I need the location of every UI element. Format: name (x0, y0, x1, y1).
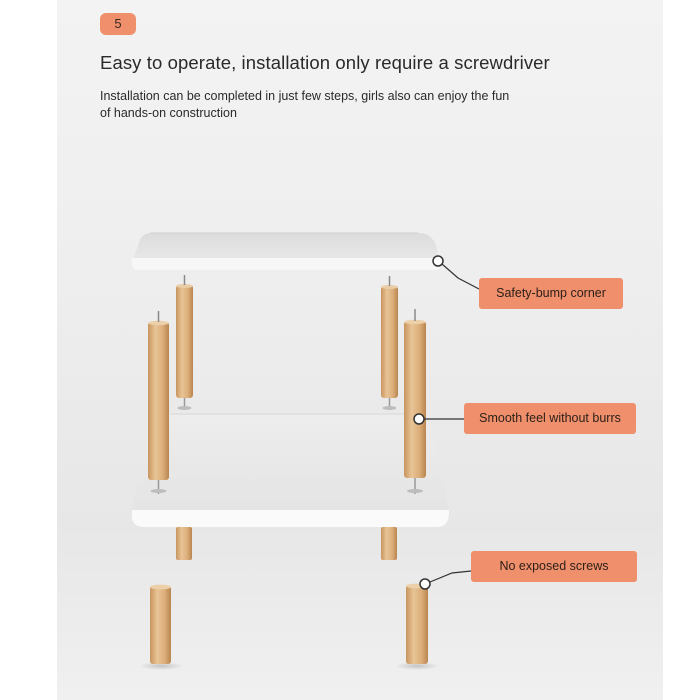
upper-back-leg-left (176, 275, 193, 410)
tabletop-board (132, 233, 441, 270)
callout-no-exposed-screws: No exposed screws (471, 551, 637, 582)
upper-front-leg-right (404, 309, 426, 494)
bottom-foot-left (139, 585, 183, 670)
lower-shelf-board (132, 414, 449, 527)
page-description: Installation can be completed in just few steps, girls also can enjoy the fun of hands-on construction (100, 89, 510, 120)
callout-safety-bump-corner: Safety-bump corner (479, 278, 623, 309)
callout-connector-3 (420, 571, 471, 589)
bottom-foot-right (395, 584, 439, 670)
step-badge: 5 (100, 13, 136, 35)
callout-smooth-feel: Smooth feel without burrs (464, 403, 636, 434)
page-title: Easy to operate, installation only require a screwdriver (100, 52, 550, 73)
upper-back-leg-right (381, 276, 398, 410)
callout-connector-2 (414, 414, 464, 424)
shelf-leg-stubs (176, 527, 397, 560)
callout-connector-1 (433, 256, 479, 289)
upper-front-leg-left (148, 311, 169, 494)
